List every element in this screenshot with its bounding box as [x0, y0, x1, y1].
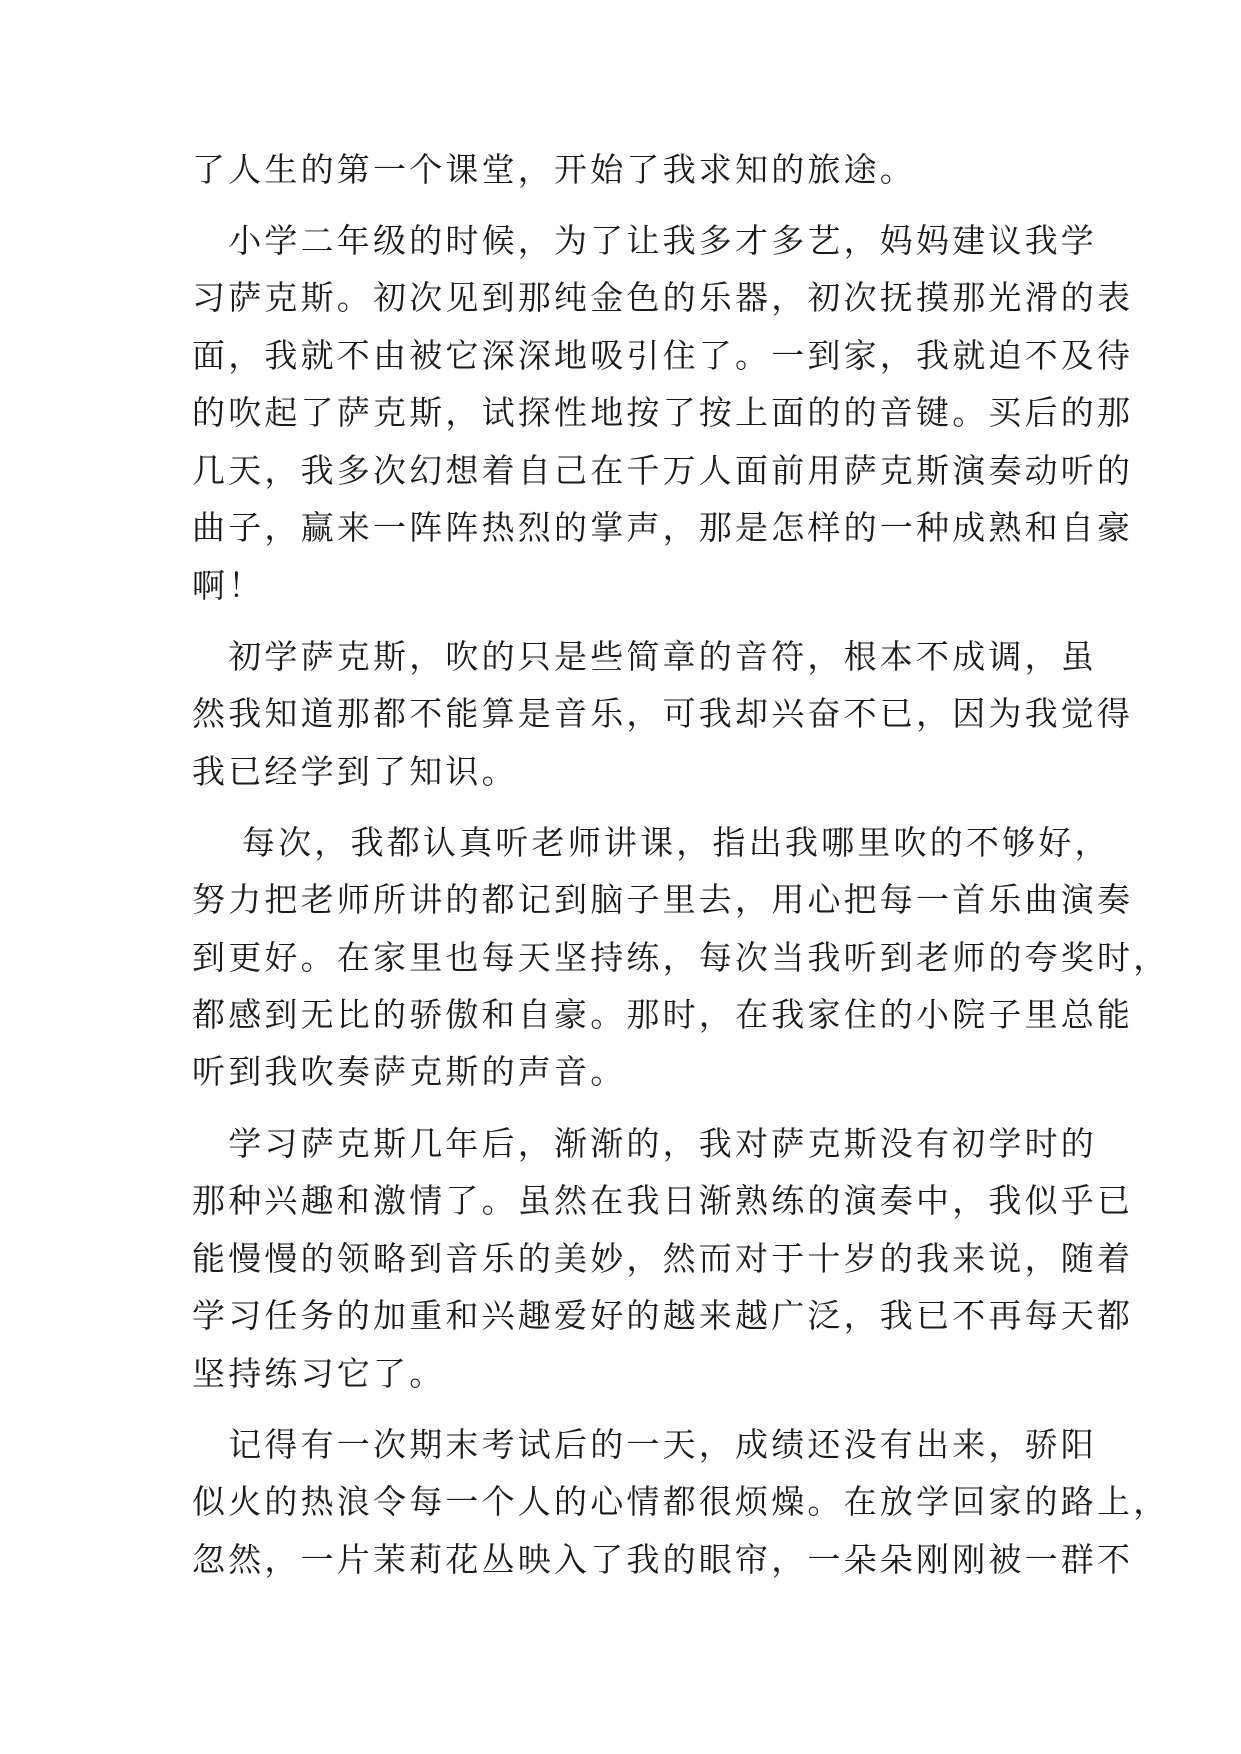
text-line: 了人生的第一个课堂，开始了我求知的旅途。 [192, 150, 916, 189]
text-line: 面，我就不由被它深深地吸引住了。一到家，我就迫不及待 [192, 336, 1134, 375]
text-line: 似火的热浪令每一个人的心情都很烦燥。在放学回家的路上， [192, 1482, 1170, 1521]
text-line: 啊！ [192, 566, 265, 605]
text-line: 初学萨克斯，吹的只是些简章的音符，根本不成调，虽 [192, 637, 1097, 676]
text-line: 那种兴趣和激情了。虽然在我日渐熟练的演奏中，我似乎已 [192, 1181, 1134, 1220]
text-line: 忽然，一片茉莉花丛映入了我的眼帘，一朵朵刚刚被一群不 [192, 1540, 1134, 1579]
text-line: 然我知道那都不能算是音乐，可我却兴奋不已，因为我觉得 [192, 694, 1134, 733]
text-line: 记得有一次期末考试后的一天，成绩还没有出来，骄阳 [192, 1425, 1097, 1464]
text-line: 习萨克斯。初次见到那纯金色的乐器，初次抚摸那光滑的表 [192, 278, 1134, 317]
text-line: 到更好。在家里也每天坚持练，每次当我听到老师的夸奖时， [192, 938, 1170, 977]
text-line: 小学二年级的时候，为了让我多才多艺，妈妈建议我学 [192, 221, 1097, 260]
text-line: 的吹起了萨克斯，试探性地按了按上面的的音键。买后的那 [192, 393, 1134, 432]
text-line: 我已经学到了知识。 [192, 752, 518, 791]
text-line: 学习任务的加重和兴趣爱好的越来越广泛，我已不再每天都 [192, 1296, 1134, 1335]
text-line: 都感到无比的骄傲和自豪。那时，在我家住的小院子里总能 [192, 995, 1134, 1034]
text-line: 能慢慢的领略到音乐的美妙，然而对于十岁的我来说，随着 [192, 1239, 1134, 1278]
text-line: 听到我吹奏萨克斯的声音。 [192, 1052, 627, 1091]
text-line: 学习萨克斯几年后，渐渐的，我对萨克斯没有初学时的 [192, 1124, 1097, 1163]
text-line: 每次，我都认真听老师讲课，指出我哪里吹的不够好， [192, 823, 1111, 862]
text-line: 努力把老师所讲的都记到脑子里去，用心把每一首乐曲演奏 [192, 880, 1134, 919]
text-line: 几天，我多次幻想着自己在千万人面前用萨克斯演奏动听的 [192, 451, 1134, 490]
text-line: 坚持练习它了。 [192, 1354, 446, 1393]
text-line: 曲子，赢来一阵阵热烈的掌声，那是怎样的一种成熟和自豪 [192, 508, 1134, 547]
